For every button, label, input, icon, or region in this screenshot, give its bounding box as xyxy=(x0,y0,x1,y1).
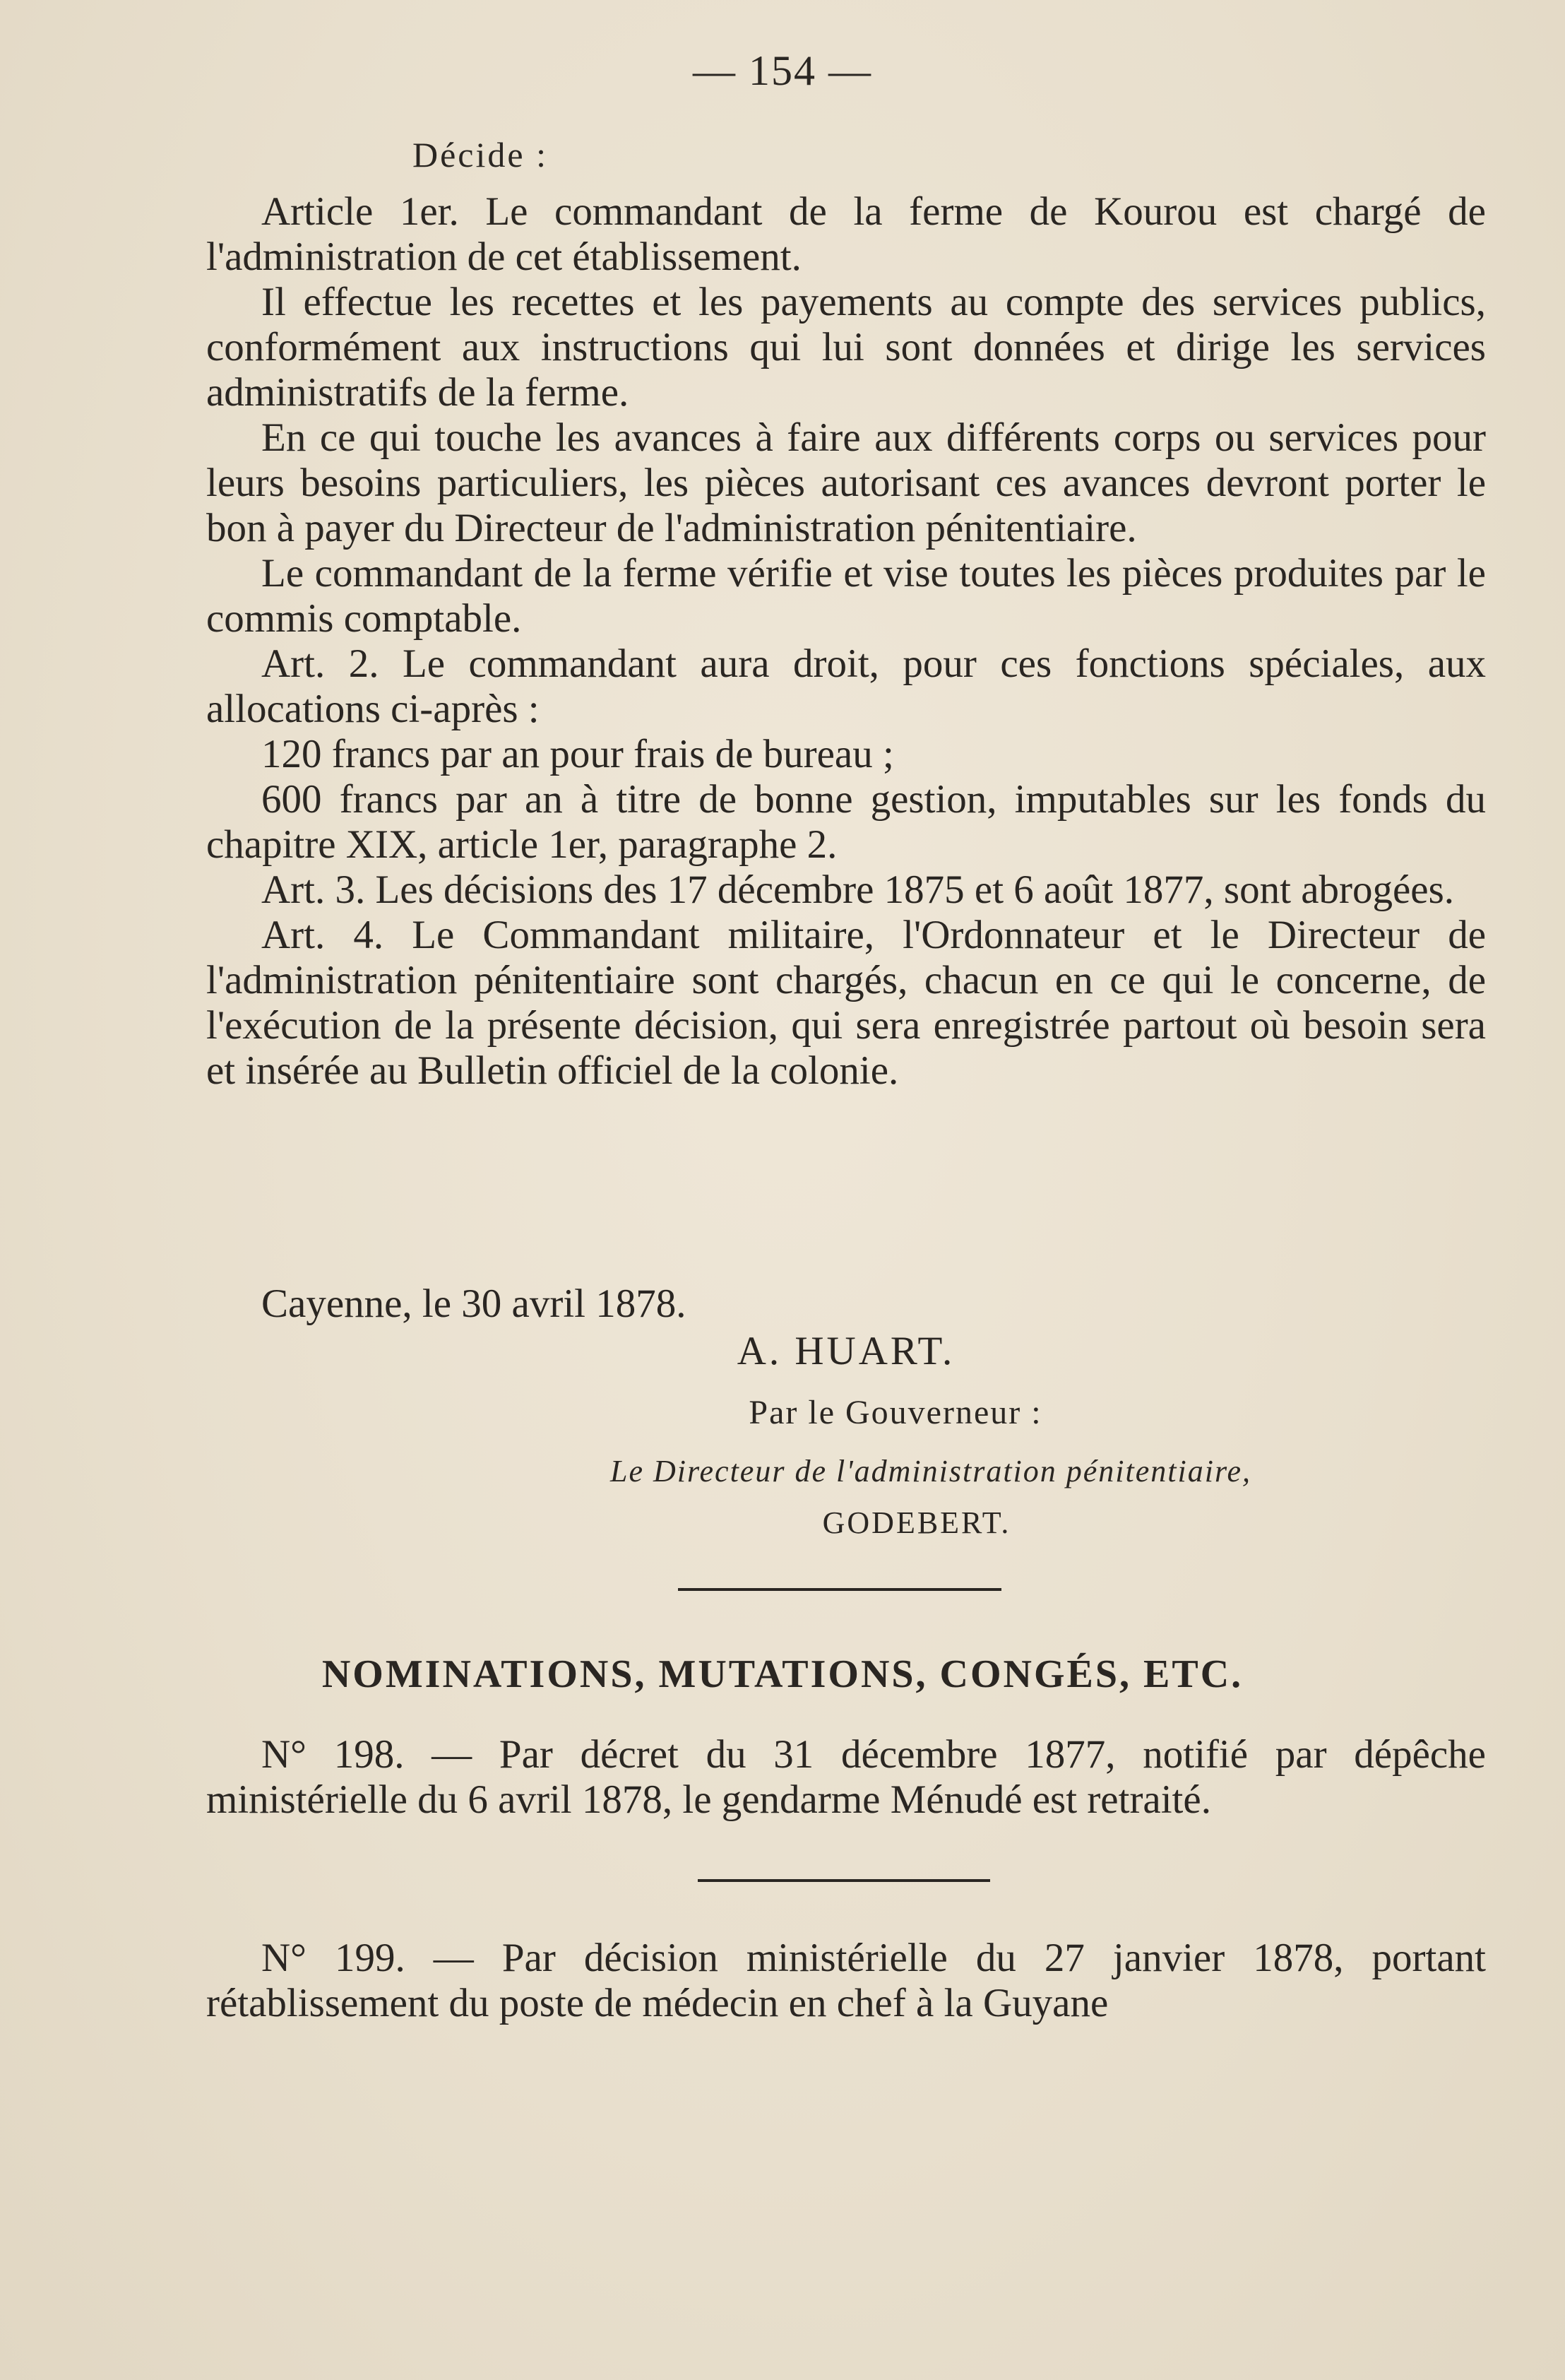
entry-199-text: N° 199. — Par décision ministérielle du 27 janvier 1878, portant rétablissement du poste de médecin en chef à la Guyane xyxy=(206,1936,1486,2025)
page-number: — 154 — xyxy=(693,47,872,94)
entry-198-text: N° 198. — Par décret du 31 décembre 1877, notifié par dépêche ministérielle du 6 avril 1878, le gendarme Ménudé est retraité. xyxy=(206,1732,1486,1822)
signature-name: A. HUART. xyxy=(737,1329,956,1373)
paragraph-article-1: Article 1er. Le commandant de la ferme de Kourou est chargé de l'administration de cet établissement. xyxy=(206,189,1486,279)
signature-by: Par le Gouverneur : xyxy=(749,1394,1042,1431)
entry-198 xyxy=(206,1732,1486,1823)
divider-rule xyxy=(678,1588,1001,1591)
signature-director-title: Le Directeur de l'administration pénitentiaire, xyxy=(610,1454,1251,1488)
entry-199 xyxy=(206,1936,1486,2026)
decision-heading: Décide : xyxy=(412,135,548,174)
date-line: Cayenne, le 30 avril 1878. xyxy=(261,1281,686,1326)
paragraph-advances: En ce qui touche les avances à faire aux différents corps ou services pour leurs besoins particuliers, les pièces autorisant ces avances devront porter le bon à payer du Directeur de l'administration pénitentiaire. xyxy=(206,415,1486,550)
paragraph-article-2: Art. 2. Le commandant aura droit, pour ces fonctions spéciales, aux allocations ci-après : xyxy=(206,641,1486,731)
section-title: NOMINATIONS, MUTATIONS, CONGÉS, ETC. xyxy=(321,1652,1244,1696)
paragraph-article-4: Art. 4. Le Commandant militaire, l'Ordonnateur et le Directeur de l'administration pénitentiaire sont chargés, chacun en ce qui le concerne, de l'exécution de la présente décision, qui sera enregistrée partout où besoin sera et insérée au Bulletin officiel de la colonie. xyxy=(206,913,1486,1093)
divider-rule-2 xyxy=(698,1879,990,1882)
paragraph-allowance-management: 600 francs par an à titre de bonne gestion, imputables sur les fonds du chapitre XIX, article 1er, paragraphe 2. xyxy=(206,777,1486,867)
paragraph-receipts: Il effectue les recettes et les payements au compte des services publics, conformément aux instructions qui lui sont données et dirige les services administratifs de la ferme. xyxy=(206,280,1486,415)
paragraph-allowance-office: 120 francs par an pour frais de bureau ; xyxy=(261,732,894,776)
signature-director-name: GODEBERT. xyxy=(822,1505,1011,1540)
decision-body xyxy=(206,189,1486,1094)
paragraph-article-3: Art. 3. Les décisions des 17 décembre 1875 et 6 août 1877, sont abrogées. xyxy=(261,868,1455,912)
paragraph-verification: Le commandant de la ferme vérifie et vise toutes les pièces produites par le commis comptable. xyxy=(206,551,1486,641)
